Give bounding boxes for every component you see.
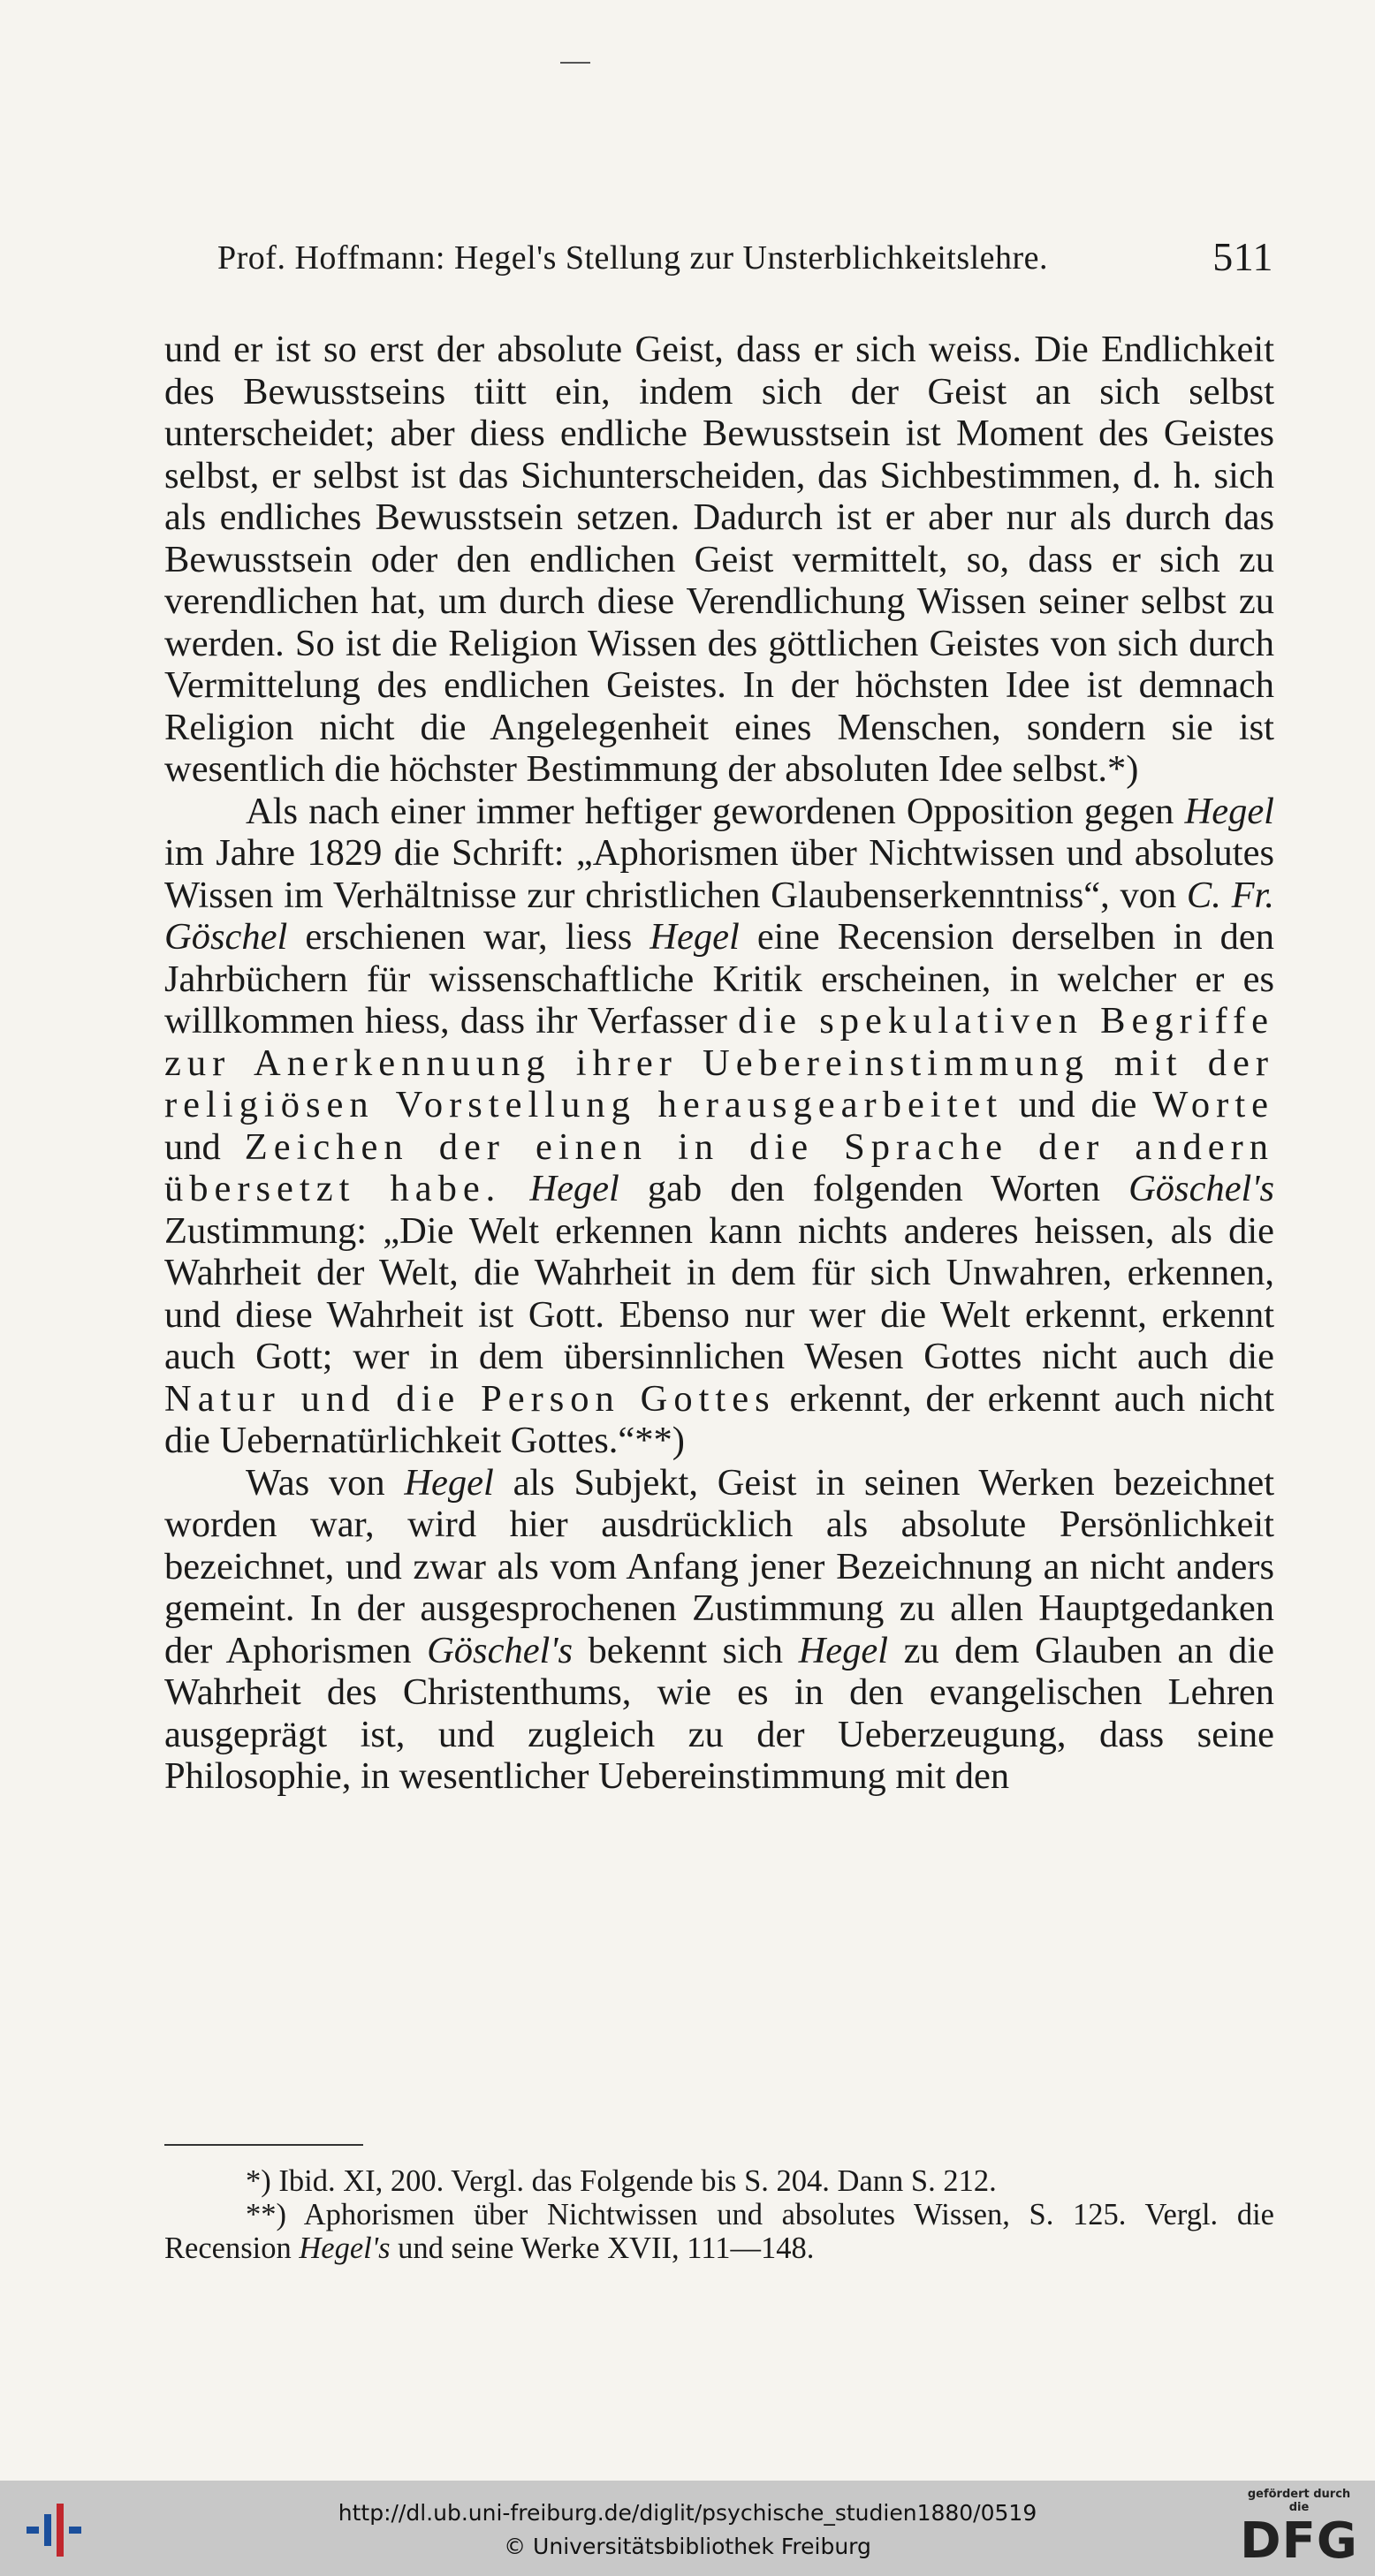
main-text [164, 329, 1274, 1798]
spaced-emphasis: die spekulativen Begriffe zur Anerkennuung ihrer Uebereinstimmung mit der religiösen Vorstellung herausgearbeitet [164, 1000, 1275, 1125]
text-run: **) Aphorismen über Nichtwissen und absolutes Wissen, S. 125. Vergl. die Recension [164, 2198, 1274, 2265]
paragraph-1: und er ist so erst der absolute Geist, dass er sich weiss. Die Endlichkeit des Bewusstseins tiitt ein, indem sich der Geist an sich selbst unterscheidet; aber diess endliche Bewusstsein ist Moment des Geistes selbst, er selbst ist das Sichunterscheiden, das Sichbestimmen, d. h. sich als endliches Bewusstsein setzen. Dadurch ist er aber nur als durch das Bewusstsein oder den endlichen Geist vermittelt, so, dass er sich zu verendlichen hat, um durch diese Verendlichung Wissen seiner selbst zu werden. So ist die Religion Wissen des göttlichen Geistes von sich durch Vermittelung des endlichen Geistes. In der höchsten Idee ist demnach Religion nicht die Angelegenheit eines Menschen, sondern sie ist wesentlich die höchster Bestimmung der absoluten Idee selbst.*) [164, 329, 1274, 790]
spaced-emphasis: Natur und die Person Gottes [164, 1377, 776, 1420]
running-title: Prof. Hoffmann: Hegel's Stellung zur Unsterblichkeitslehre. [217, 239, 1049, 277]
text-run: und seine Werke XVII, 111—148. [398, 2231, 815, 2265]
viewer-footer-bar [0, 2481, 1375, 2576]
footnotes [164, 2164, 1274, 2265]
spaced-emphasis: Zeichen der einen in die Sprache der andern übersetzt habe. [164, 1125, 1274, 1209]
text-run: erkennt, der erkennt auch nicht die Uebernatürlichkeit Gottes.“**) [164, 1377, 1275, 1461]
permalink-url[interactable]: http://dl.ub.uni-freiburg.de/diglit/psychische_studien1880/0519 [338, 2500, 1037, 2526]
text-run: Was von [246, 1461, 385, 1504]
text-run: im Jahre 1829 die Schrift: „Aphorismen über Nichtwissen und absolutes Wissen im Verhältnisse zur christlichen Glaubenserkenntniss“, von [164, 832, 1274, 916]
text-run: Zustimmung: „Die Welt erkennen kann nichts anderes heissen, als die Wahrheit der Welt, die Wahrheit in dem für sich Unwahren, erkennen, und diese Wahrheit ist Gott. Ebenso nur wer die Welt erkennt, erkennt auch Gott; wer in dem übersinnlichen Wesen Gottes nicht auch die [164, 1209, 1274, 1377]
spaced-emphasis: Worte [1152, 1084, 1274, 1125]
top-rule-mark [560, 62, 590, 64]
text-run: und [164, 1125, 221, 1168]
name-hegel: Hegel [404, 1461, 494, 1504]
name-hegel: Hegel [1184, 790, 1274, 832]
dfg-tagline: gefördert durch die [1247, 2488, 1351, 2514]
name-hegel: Hegel's [299, 2231, 391, 2265]
text-run: als Subjekt, Geist in seinen Werken bezeichnet worden war, wird hier ausdrücklich als absolute Persönlichkeit bezeichnet, und zwar als vom Anfang jener Bezeichnung an nicht anders gemeint. In der ausgesprochenen Zustimmung zu allen Hauptgedanken der Aphorismen [164, 1461, 1274, 1671]
text-run: bekennt sich [588, 1629, 784, 1671]
page-number: 511 [1212, 234, 1273, 279]
text-run: erschienen war, liess [305, 916, 633, 958]
name-hegel: Hegel [798, 1629, 889, 1671]
name-goeschel: Göschel's [427, 1629, 573, 1671]
dfg-logo [1237, 2488, 1361, 2569]
running-header [217, 234, 1273, 279]
text-run: eine Recension derselben in den Jahrbüchern für wissenschaftliche Kritik erscheinen, in welcher er es willkommen hiess, dass ihr Verfasser [164, 916, 1274, 1042]
name-hegel: Hegel [650, 916, 740, 958]
name-goeschel: Göschel's [1128, 1168, 1274, 1209]
copyright-notice: © Universitätsbibliothek Freiburg [504, 2534, 871, 2559]
name-hegel: Hegel [529, 1168, 619, 1209]
text-run: und die [1018, 1084, 1137, 1125]
paragraph-3 [164, 1462, 1274, 1798]
text-run: gab den folgenden Worten [647, 1168, 1101, 1209]
text-run: zu dem Glauben an die Wahrheit des Christenthums, wie es in den evangelischen Lehren ausgeprägt ist, und zugleich zu der Ueberzeugung, dass seine Philosophie, in wesentlicher Uebereinstimmung mit den [164, 1629, 1275, 1797]
footnote-rule [164, 2144, 363, 2146]
name-goeschel: C. Fr. Göschel [164, 874, 1274, 958]
paragraph-2 [164, 791, 1274, 1462]
footnote-2 [164, 2198, 1274, 2265]
text-run: Als nach einer immer heftiger gewordenen Opposition gegen [246, 790, 1174, 832]
dfg-wordmark: DFG [1240, 2512, 1358, 2570]
footnote-1: *) Ibid. XI, 200. Vergl. das Folgende bis S. 204. Dann S. 212. [246, 2164, 997, 2198]
